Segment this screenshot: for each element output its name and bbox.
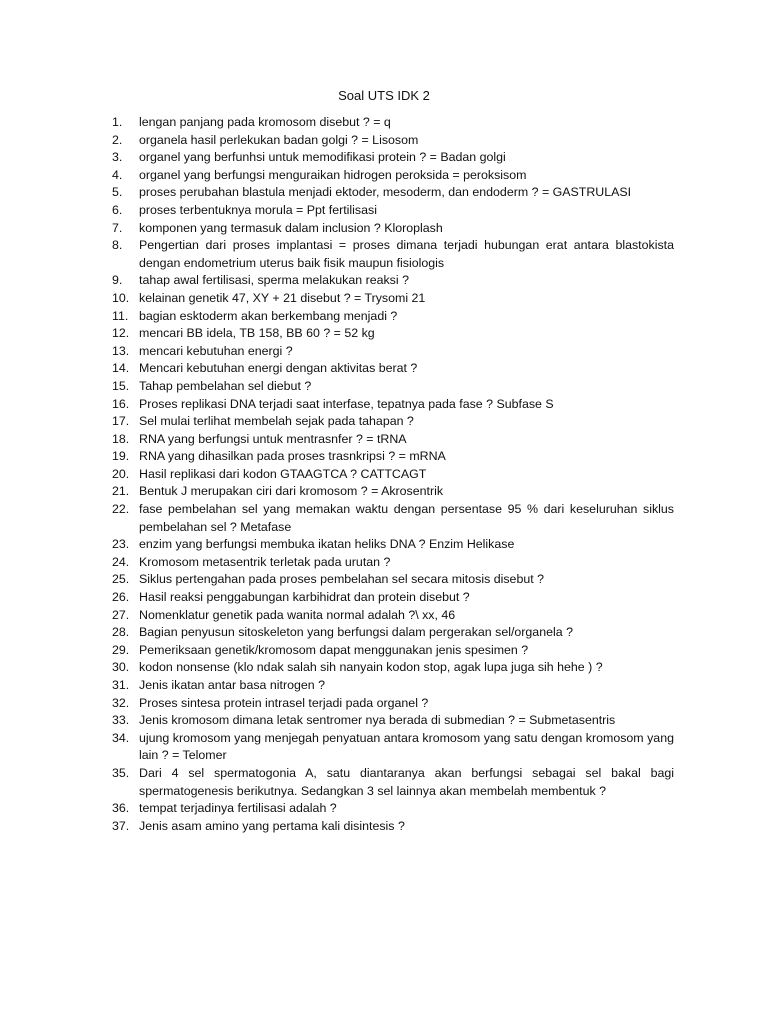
- question-number: 6.: [112, 202, 123, 217]
- question-number: 15.: [112, 378, 130, 393]
- question-item: [112, 132, 674, 150]
- question-item: [112, 800, 674, 818]
- question-item: [112, 730, 674, 765]
- question-text: Bagian penyusun sitoskeleton yang berfungsi dalam pergerakan sel/organela ?: [139, 625, 573, 640]
- question-number: 2.: [112, 132, 123, 147]
- question-number: 31.: [112, 678, 130, 692]
- question-item: [112, 589, 674, 607]
- question-text: bagian esktoderm akan berkembang menjadi ?: [139, 308, 398, 323]
- question-text: Proses replikasi DNA terjadi saat interfase, tepatnya pada fase ? Subfase S: [139, 396, 554, 411]
- question-item: [112, 220, 674, 238]
- question-number: 30.: [112, 660, 130, 675]
- question-item: [112, 677, 674, 695]
- question-item: [112, 272, 674, 290]
- question-text: RNA yang berfungsi untuk mentrasnfer ? = tRNA: [139, 431, 407, 446]
- question-item: [112, 466, 674, 484]
- question-text: organel yang berfungsi menguraikan hidrogen peroksida = peroksisom: [139, 167, 527, 182]
- question-item: [112, 607, 674, 625]
- question-number: 33.: [112, 713, 130, 728]
- question-text: Mencari kebutuhan energi dengan aktivitas berat ?: [139, 361, 418, 376]
- question-item: [112, 325, 674, 343]
- question-number: 34.: [112, 730, 130, 745]
- question-item: [112, 501, 674, 536]
- question-text: Dari 4 sel spermatogonia A, satu diantaranya akan berfungsi sebagai sel bakal bagi spermatogenesis berikutnya. Sedangkan 3 sel lainnya akan membelah membentuk ?: [139, 765, 674, 798]
- question-number: 21.: [112, 484, 130, 499]
- question-text: kelainan genetik 47, XY + 21 disebut ? = Trysomi 21: [139, 290, 426, 305]
- question-text: Kromosom metasentrik terletak pada urutan ?: [139, 554, 391, 569]
- question-number: 29.: [112, 642, 130, 657]
- question-item: [112, 571, 674, 589]
- question-item: [112, 818, 674, 836]
- question-number: 22.: [112, 502, 130, 517]
- question-text: ujung kromosom yang menjegah penyatuan antara kromosom yang satu dengan kromosom yang lain ? = Telomer: [139, 730, 674, 763]
- question-item: [112, 149, 674, 167]
- question-text: Jenis kromosom dimana letak sentromer nya berada di submedian ? = Submetasentris: [139, 713, 616, 728]
- question-number: 7.: [112, 220, 123, 235]
- question-item: [112, 202, 674, 220]
- question-text: organel yang berfunhsi untuk memodifikasi protein ? = Badan golgi: [139, 150, 506, 165]
- question-text: Jenis asam amino yang pertama kali disintesis ?: [139, 818, 405, 833]
- question-text: tahap awal fertilisasi, sperma melakukan reaksi ?: [139, 273, 409, 288]
- question-text: Pemeriksaan genetik/kromosom dapat menggunakan jenis spesimen ?: [139, 642, 529, 657]
- question-item: [112, 448, 674, 466]
- question-text: Siklus pertengahan pada proses pembelahan sel secara mitosis disebut ?: [139, 572, 545, 587]
- question-text: enzim yang berfungsi membuka ikatan heliks DNA ? Enzim Helikase: [139, 537, 515, 552]
- question-number: 28.: [112, 625, 130, 640]
- question-text: Hasil replikasi dari kodon GTAAGTCA ? CATTCAGT: [139, 466, 427, 481]
- question-text: Bentuk J merupakan ciri dari kromosom ? = Akrosentrik: [139, 484, 444, 499]
- question-text: proses perubahan blastula menjadi ektoder, mesoderm, dan endoderm ? = GASTRULASI: [139, 185, 632, 200]
- question-text: kodon nonsense (klo ndak salah sih nanyain kodon stop, agak lupa juga sih hehe ) ?: [139, 660, 603, 675]
- question-item: [112, 413, 674, 431]
- question-text: Proses sintesa protein intrasel terjadi pada organel ?: [139, 695, 429, 710]
- question-text: lengan panjang pada kromosom disebut ? = q: [139, 115, 391, 129]
- question-number: 3.: [112, 150, 123, 165]
- question-item: [112, 184, 674, 202]
- question-text: komponen yang termasuk dalam inclusion ? Kloroplash: [139, 220, 443, 235]
- question-item: [112, 483, 674, 501]
- question-number: 18.: [112, 431, 130, 446]
- question-text: Sel mulai terlihat membelah sejak pada tahapan ?: [139, 414, 414, 429]
- question-text: Nomenklatur genetik pada wanita normal adalah ?\ xx, 46: [139, 607, 456, 622]
- question-item: [112, 167, 674, 185]
- question-item: [112, 378, 674, 396]
- question-item: [112, 765, 674, 800]
- question-text: RNA yang dihasilkan pada proses trasnkripsi ? = mRNA: [139, 449, 446, 464]
- question-item: [112, 554, 674, 572]
- question-number: 11.: [112, 308, 129, 323]
- question-number: 36.: [112, 801, 130, 816]
- question-item: [112, 431, 674, 449]
- question-number: 27.: [112, 607, 130, 622]
- question-text: mencari BB idela, TB 158, BB 60 ? = 52 kg: [139, 326, 375, 341]
- question-text: tempat terjadinya fertilisasi adalah ?: [139, 801, 337, 816]
- question-number: 26.: [112, 590, 130, 605]
- question-item: [112, 642, 674, 660]
- question-list: [112, 114, 674, 835]
- question-text: Hasil reaksi penggabungan karbihidrat dan protein disebut ?: [139, 590, 470, 605]
- question-number: 25.: [112, 572, 130, 587]
- question-item: [112, 712, 674, 730]
- question-number: 20.: [112, 466, 130, 481]
- question-number: 10.: [112, 290, 130, 305]
- question-item: [112, 396, 674, 414]
- question-number: 19.: [112, 449, 130, 464]
- question-text: mencari kebutuhan energi ?: [139, 343, 293, 358]
- question-number: 1.: [112, 115, 123, 129]
- question-number: 14.: [112, 361, 130, 376]
- question-number: 5.: [112, 185, 123, 200]
- question-item: [112, 114, 674, 132]
- question-item: [112, 290, 674, 308]
- question-item: [112, 343, 674, 361]
- question-item: [112, 360, 674, 378]
- question-number: 9.: [112, 273, 123, 288]
- question-text: Pengertian dari proses implantasi = proses dimana terjadi hubungan erat antara blastokista dengan endometrium uterus baik fisik maupun fisiologis: [139, 238, 674, 270]
- question-number: 37.: [112, 818, 130, 833]
- question-item: [112, 624, 674, 642]
- question-item: [112, 308, 674, 326]
- question-number: 8.: [112, 238, 123, 253]
- document-title: Soal UTS IDK 2: [338, 88, 430, 103]
- question-text: fase pembelahan sel yang memakan waktu dengan persentase 95 % dari keseluruhan siklus pembelahan sel ? Metafase: [139, 502, 674, 534]
- question-number: 16.: [112, 396, 130, 411]
- question-text: Tahap pembelahan sel diebut ?: [139, 378, 312, 393]
- question-item: [112, 536, 674, 554]
- question-number: 24.: [112, 554, 130, 569]
- question-item: [112, 695, 674, 713]
- question-item: [112, 659, 674, 677]
- question-text: proses terbentuknya morula = Ppt fertilisasi: [139, 202, 377, 217]
- question-number: 4.: [112, 167, 123, 182]
- question-text: organela hasil perlekukan badan golgi ? = Lisosom: [139, 132, 419, 147]
- question-number: 35.: [112, 765, 130, 780]
- question-item: [112, 237, 674, 272]
- question-number: 13.: [112, 343, 130, 358]
- question-number: 17.: [112, 414, 130, 429]
- question-text: Jenis ikatan antar basa nitrogen ?: [139, 678, 325, 692]
- question-number: 12.: [112, 326, 130, 341]
- question-number: 32.: [112, 695, 130, 710]
- question-number: 23.: [112, 537, 130, 552]
